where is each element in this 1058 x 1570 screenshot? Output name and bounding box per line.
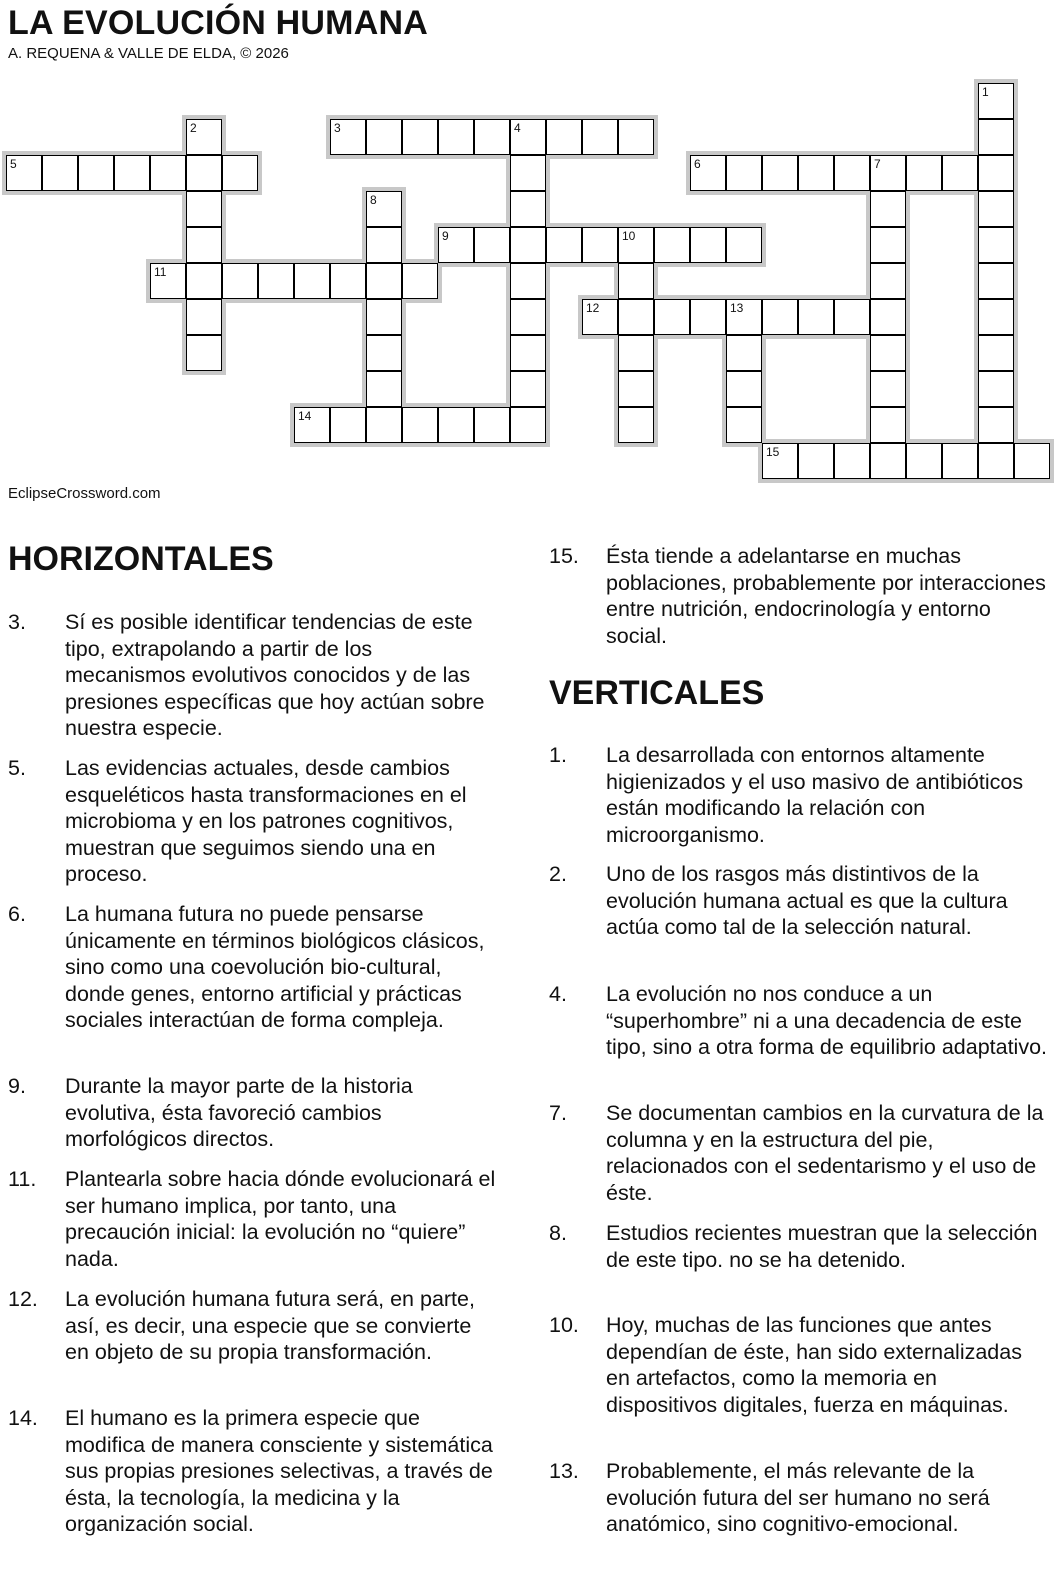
grid-cell[interactable] [186, 119, 222, 155]
grid-cell[interactable] [834, 443, 870, 479]
grid-cell[interactable] [726, 407, 762, 443]
clue-number-label: 5. [8, 756, 26, 780]
clue-text: Plantearla sobre hacia dónde evolucionará el ser humano implica, por tanto, una precaución inicial: la evolución no “quiere” nada. [65, 1167, 496, 1271]
grid-cell[interactable] [798, 155, 834, 191]
grid-cell[interactable] [870, 299, 906, 335]
grid-cell[interactable] [798, 443, 834, 479]
grid-cell[interactable] [834, 155, 870, 191]
grid-cell[interactable] [762, 443, 798, 479]
clue-text: Hoy, muchas de las funciones que antes dependían de éste, han sido externalizadas en artefactos, como la memoria en dispositivos digitales, fuerza en máquinas. [606, 1313, 1022, 1417]
site-credit: EclipseCrossword.com [8, 485, 161, 502]
grid-cell[interactable] [546, 227, 582, 263]
grid-cell[interactable] [978, 119, 1014, 155]
clue-number-label: 12. [8, 1287, 38, 1311]
puzzle-title: LA EVOLUCIÓN HUMANA [8, 4, 428, 42]
clue-number-label: 6. [8, 902, 26, 926]
grid-cell[interactable] [978, 299, 1014, 335]
grid-cell[interactable] [186, 263, 222, 299]
grid-cell[interactable] [366, 407, 402, 443]
grid-cell[interactable] [438, 227, 474, 263]
puzzle-credits: A. REQUENA & VALLE DE ELDA, © 2026 [8, 45, 289, 62]
clue-item [8, 1073, 498, 1153]
clue-number-label: 2. [549, 862, 567, 886]
clue-item [8, 901, 498, 1034]
grid-cell[interactable] [978, 155, 1014, 191]
grid-cell[interactable] [690, 155, 726, 191]
grid-cell[interactable] [510, 407, 546, 443]
grid-cell[interactable] [762, 155, 798, 191]
grid-cell[interactable] [654, 227, 690, 263]
grid-cell[interactable] [330, 407, 366, 443]
grid-cell[interactable] [654, 299, 690, 335]
clue-number: 5 [10, 157, 17, 171]
clue-text: El humano es la primera especie que modifica de manera consciente y sistemática sus propias presiones selectivas, a través de ésta, la tecnología, la medicina y la organización social. [65, 1406, 493, 1536]
grid-cell[interactable] [978, 407, 1014, 443]
clue-number: 10 [622, 229, 636, 243]
clue-number-label: 14. [8, 1406, 38, 1430]
grid-cell[interactable] [114, 155, 150, 191]
grid-cell[interactable] [726, 335, 762, 371]
grid-cell[interactable] [906, 443, 942, 479]
grid-cell[interactable] [222, 263, 258, 299]
clue-number: 4 [514, 121, 521, 135]
grid-cell[interactable] [618, 263, 654, 299]
grid-cell[interactable] [870, 191, 906, 227]
across-heading: HORIZONTALES [8, 540, 274, 578]
crossword-grid [0, 0, 1058, 490]
clue-number-label: 1. [549, 743, 567, 767]
grid-cell[interactable] [366, 191, 402, 227]
clue-item [549, 1312, 1049, 1418]
clue-number: 14 [298, 409, 312, 423]
grid-cell[interactable] [150, 155, 186, 191]
clue-number: 3 [334, 121, 341, 135]
clue-number-label: 7. [549, 1101, 567, 1125]
clue-text: Ésta tiende a adelantarse en muchas poblaciones, probablemente por interacciones entre nutrición, endocrinología y entorno social. [606, 544, 1046, 648]
grid-cell[interactable] [978, 335, 1014, 371]
grid-cell[interactable] [618, 407, 654, 443]
grid-cell[interactable] [474, 407, 510, 443]
grid-cell[interactable] [582, 299, 618, 335]
grid-cell[interactable] [366, 227, 402, 263]
grid-cell[interactable] [510, 299, 546, 335]
grid-cell[interactable] [870, 155, 906, 191]
clue-text: Durante la mayor parte de la historia evolutiva, ésta favoreció cambios morfológicos directos. [65, 1074, 413, 1151]
down-heading: VERTICALES [549, 674, 765, 712]
clue-text: Se documentan cambios en la curvatura de la columna y en la estructura del pie, relacionados con el sedentarismo y el uso de éste. [606, 1101, 1044, 1205]
grid-cell[interactable] [366, 119, 402, 155]
clue-number-label: 13. [549, 1459, 579, 1483]
grid-cell[interactable] [906, 155, 942, 191]
grid-cell[interactable] [474, 119, 510, 155]
clue-number: 1 [982, 85, 989, 99]
grid-cell[interactable] [726, 227, 762, 263]
grid-cell[interactable] [726, 155, 762, 191]
grid-cell[interactable] [942, 155, 978, 191]
grid-cell[interactable] [798, 299, 834, 335]
clue-item [8, 1405, 498, 1538]
clue-item [549, 1458, 1049, 1538]
grid-cell[interactable] [618, 227, 654, 263]
clue-text: Uno de los rasgos más distintivos de la evolución humana actual es que la cultura actúa como tal de la selección natural. [606, 862, 1008, 939]
grid-cell[interactable] [366, 263, 402, 299]
clue-text: La desarrollada con entornos altamente higienizados y el uso masivo de antibióticos están modificando la relación con microorganismo. [606, 743, 1024, 847]
grid-cell[interactable] [402, 407, 438, 443]
clue-text: La evolución no nos conduce a un “superhombre” ni a una decadencia de este tipo, sino a otra forma de equilibrio adaptativo. [606, 982, 1048, 1059]
clue-text: Estudios recientes muestran que la selección de este tipo. no se ha detenido. [606, 1221, 1038, 1272]
grid-cell[interactable] [942, 443, 978, 479]
grid-cell[interactable] [366, 371, 402, 407]
grid-cell[interactable] [186, 227, 222, 263]
grid-cell[interactable] [6, 155, 42, 191]
grid-cell[interactable] [1014, 443, 1050, 479]
clue-number-label: 3. [8, 610, 26, 634]
clue-number-label: 10. [549, 1313, 579, 1337]
clue-item [549, 543, 1049, 649]
grid-cell[interactable] [186, 155, 222, 191]
grid-cell[interactable] [582, 119, 618, 155]
grid-cell[interactable] [438, 119, 474, 155]
grid-cell[interactable] [978, 191, 1014, 227]
grid-cell[interactable] [978, 443, 1014, 479]
clue-text: Sí es posible identificar tendencias de este tipo, extrapolando a partir de los mecanismos evolutivos conocidos y de las presiones específicas que hoy actúan sobre nuestra especie. [65, 610, 485, 740]
grid-cell[interactable] [510, 263, 546, 299]
grid-cell[interactable] [150, 263, 186, 299]
grid-cell[interactable] [186, 335, 222, 371]
clue-number-label: 15. [549, 544, 579, 568]
grid-cell[interactable] [366, 335, 402, 371]
grid-cell[interactable] [510, 191, 546, 227]
clue-item [8, 609, 498, 742]
clue-number: 7 [874, 157, 881, 171]
grid-cell[interactable] [690, 299, 726, 335]
clue-number-label: 4. [549, 982, 567, 1006]
grid-cell[interactable] [978, 263, 1014, 299]
grid-cell[interactable] [402, 119, 438, 155]
grid-cell[interactable] [42, 155, 78, 191]
clue-text: La humana futura no puede pensarse únicamente en términos biológicos clásicos, sino como una coevolución bio-cultural, donde genes, entorno artificial y prácticas sociales interactúan de forma compleja. [65, 902, 485, 1032]
grid-cell[interactable] [546, 119, 582, 155]
grid-cell[interactable] [438, 407, 474, 443]
clue-text: La evolución humana futura será, en parte, así, es decir, una especie que se convierte en objeto de su propia transformación. [65, 1287, 475, 1364]
clue-item [549, 742, 1049, 848]
grid-cell[interactable] [762, 299, 798, 335]
clue-number: 2 [190, 121, 197, 135]
grid-cell[interactable] [978, 371, 1014, 407]
grid-cell[interactable] [510, 335, 546, 371]
clue-text: Probablemente, el más relevante de la evolución futura del ser humano no será anatómico, sino cognitivo-emocional. [606, 1459, 990, 1536]
grid-cell[interactable] [582, 227, 618, 263]
grid-cell[interactable] [870, 443, 906, 479]
grid-cell[interactable] [870, 335, 906, 371]
grid-cell[interactable] [186, 299, 222, 335]
clue-number-label: 9. [8, 1074, 26, 1098]
grid-cell[interactable] [978, 83, 1014, 119]
clue-item [8, 1166, 498, 1272]
grid-cell[interactable] [510, 155, 546, 191]
grid-cell[interactable] [618, 335, 654, 371]
clue-item [549, 981, 1049, 1061]
clue-number: 6 [694, 157, 701, 171]
grid-cell[interactable] [474, 227, 510, 263]
grid-cell[interactable] [258, 263, 294, 299]
clue-number: 13 [730, 301, 744, 315]
grid-cell[interactable] [402, 263, 438, 299]
grid-cell[interactable] [870, 407, 906, 443]
grid-cell[interactable] [510, 371, 546, 407]
clue-number: 8 [370, 193, 377, 207]
grid-cell[interactable] [690, 227, 726, 263]
clue-number: 15 [766, 445, 780, 459]
clue-item [8, 1286, 498, 1366]
clue-number: 11 [154, 265, 167, 279]
clue-number: 9 [442, 229, 449, 243]
grid-cell[interactable] [618, 299, 654, 335]
grid-cell[interactable] [726, 299, 762, 335]
clue-number-label: 8. [549, 1221, 567, 1245]
grid-cell[interactable] [978, 227, 1014, 263]
grid-cell[interactable] [510, 227, 546, 263]
clue-item [549, 861, 1049, 941]
grid-cell[interactable] [366, 299, 402, 335]
grid-cell[interactable] [834, 299, 870, 335]
grid-cell[interactable] [870, 227, 906, 263]
grid-cell[interactable] [186, 191, 222, 227]
grid-cell[interactable] [870, 371, 906, 407]
grid-cell[interactable] [330, 263, 366, 299]
grid-cell[interactable] [510, 119, 546, 155]
clue-item [549, 1100, 1049, 1206]
clue-number: 12 [586, 301, 600, 315]
clue-item [8, 755, 498, 888]
clue-number-label: 11. [8, 1167, 37, 1191]
clue-text: Las evidencias actuales, desde cambios esqueléticos hasta transformaciones en el microbioma y en los patrones cognitivos, muestran que seguimos siendo una en proceso. [65, 756, 467, 886]
grid-cell[interactable] [222, 155, 258, 191]
grid-cell[interactable] [294, 263, 330, 299]
grid-cell[interactable] [78, 155, 114, 191]
grid-cell[interactable] [618, 119, 654, 155]
grid-cell[interactable] [330, 119, 366, 155]
grid-cell[interactable] [870, 263, 906, 299]
grid-cell[interactable] [618, 371, 654, 407]
clue-item [549, 1220, 1049, 1273]
grid-cell[interactable] [294, 407, 330, 443]
grid-cell[interactable] [726, 371, 762, 407]
